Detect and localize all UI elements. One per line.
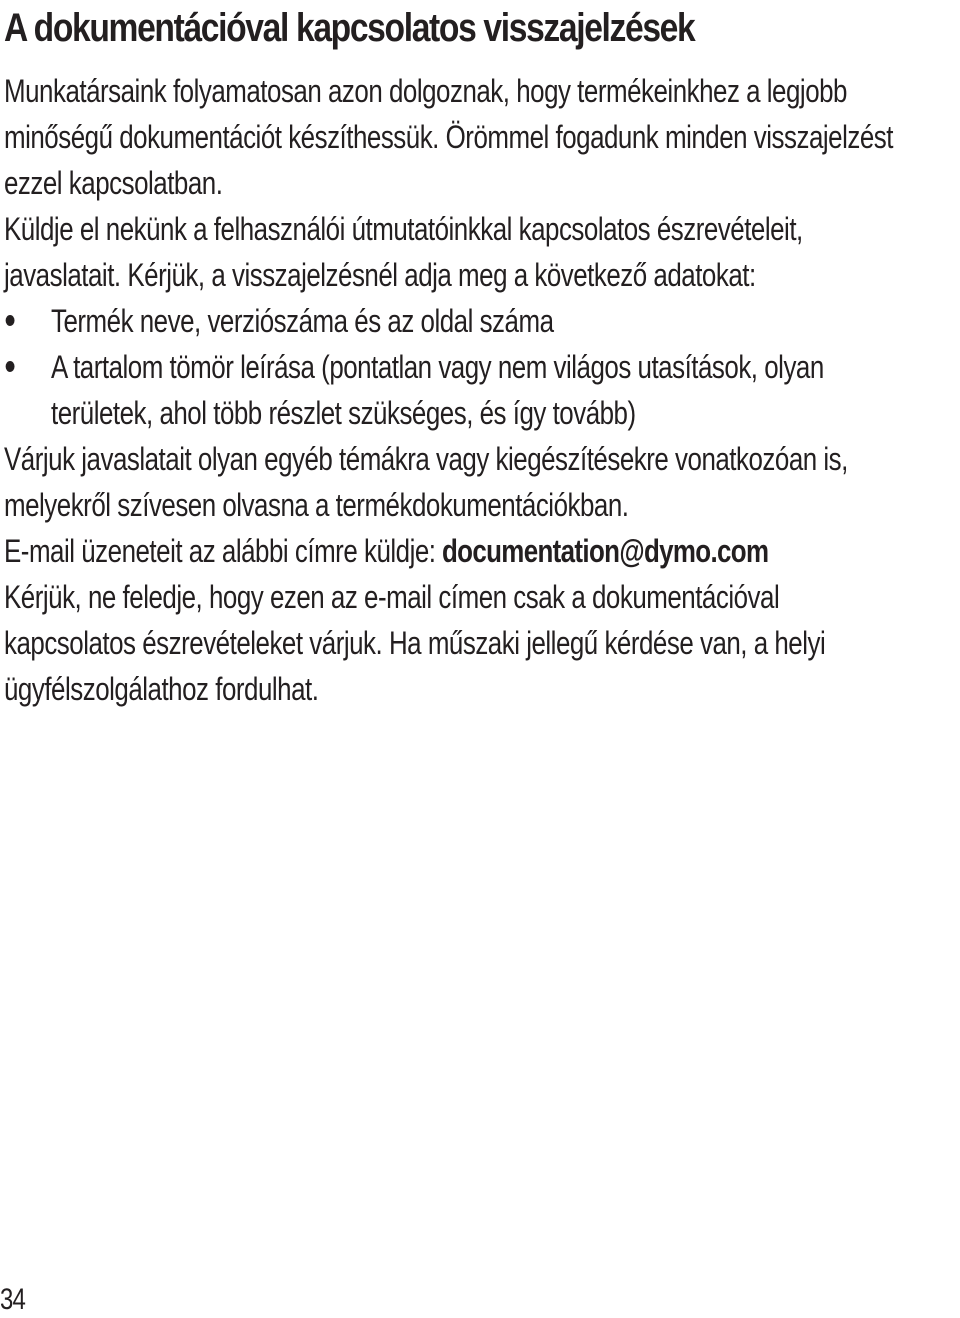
note-paragraph [4, 574, 911, 712]
bullet-icon [6, 361, 15, 372]
details-list [4, 298, 911, 436]
note-line-2: kapcsolatos észrevételeket várjuk. Ha műszaki jellegű kérdése van, a helyi [4, 625, 826, 661]
note-line-3: ügyfélszolgálathoz fordulhat. [4, 671, 319, 707]
body-text [4, 68, 911, 712]
suggestions-line-1: Várjuk javaslatait olyan egyéb témákra vagy kiegészítésekre vonatkozóan is, [4, 441, 848, 477]
page-number: 34 [0, 1283, 26, 1316]
list-item [4, 344, 911, 436]
email-paragraph [4, 528, 911, 574]
suggestions-line-2: melyekről szívesen olvasna a termékdokumentációkban. [4, 487, 629, 523]
intro-paragraph [4, 68, 911, 206]
list-item-text-line-2: területek, ahol több részlet szükséges, és így tovább) [50, 395, 636, 431]
request-paragraph [4, 206, 911, 298]
intro-line-2: minőségű dokumentációt készíthessük. Örömmel fogadunk minden visszajelzést [4, 119, 893, 155]
email-link[interactable]: documentation@dymo.com [441, 533, 769, 569]
intro-line-1: Munkatársaink folyamatosan azon dolgoznak, hogy termékeinkhez a legjobb [4, 73, 847, 109]
list-item-text: Termék neve, verziószáma és az oldal száma [50, 303, 554, 339]
request-line-2: javaslatait. Kérjük, a visszajelzésnél adja meg a következő adatokat: [4, 257, 756, 293]
request-line-1: Küldje el nekünk a felhasználói útmutatóinkkal kapcsolatos észrevételeit, [4, 211, 803, 247]
list-item [4, 298, 911, 344]
suggestions-paragraph [4, 436, 911, 528]
list-item-text-line-1: A tartalom tömör leírása (pontatlan vagy nem világos utasítások, olyan [50, 349, 824, 385]
bullet-icon [6, 315, 15, 326]
intro-line-3: ezzel kapcsolatban. [4, 165, 223, 201]
email-label: E-mail üzeneteit az alábbi címre küldje: [4, 533, 436, 569]
page-title: A dokumentációval kapcsolatos visszajelzések [4, 6, 695, 50]
note-line-1: Kérjük, ne feledje, hogy ezen az e-mail címen csak a dokumentációval [4, 579, 780, 615]
